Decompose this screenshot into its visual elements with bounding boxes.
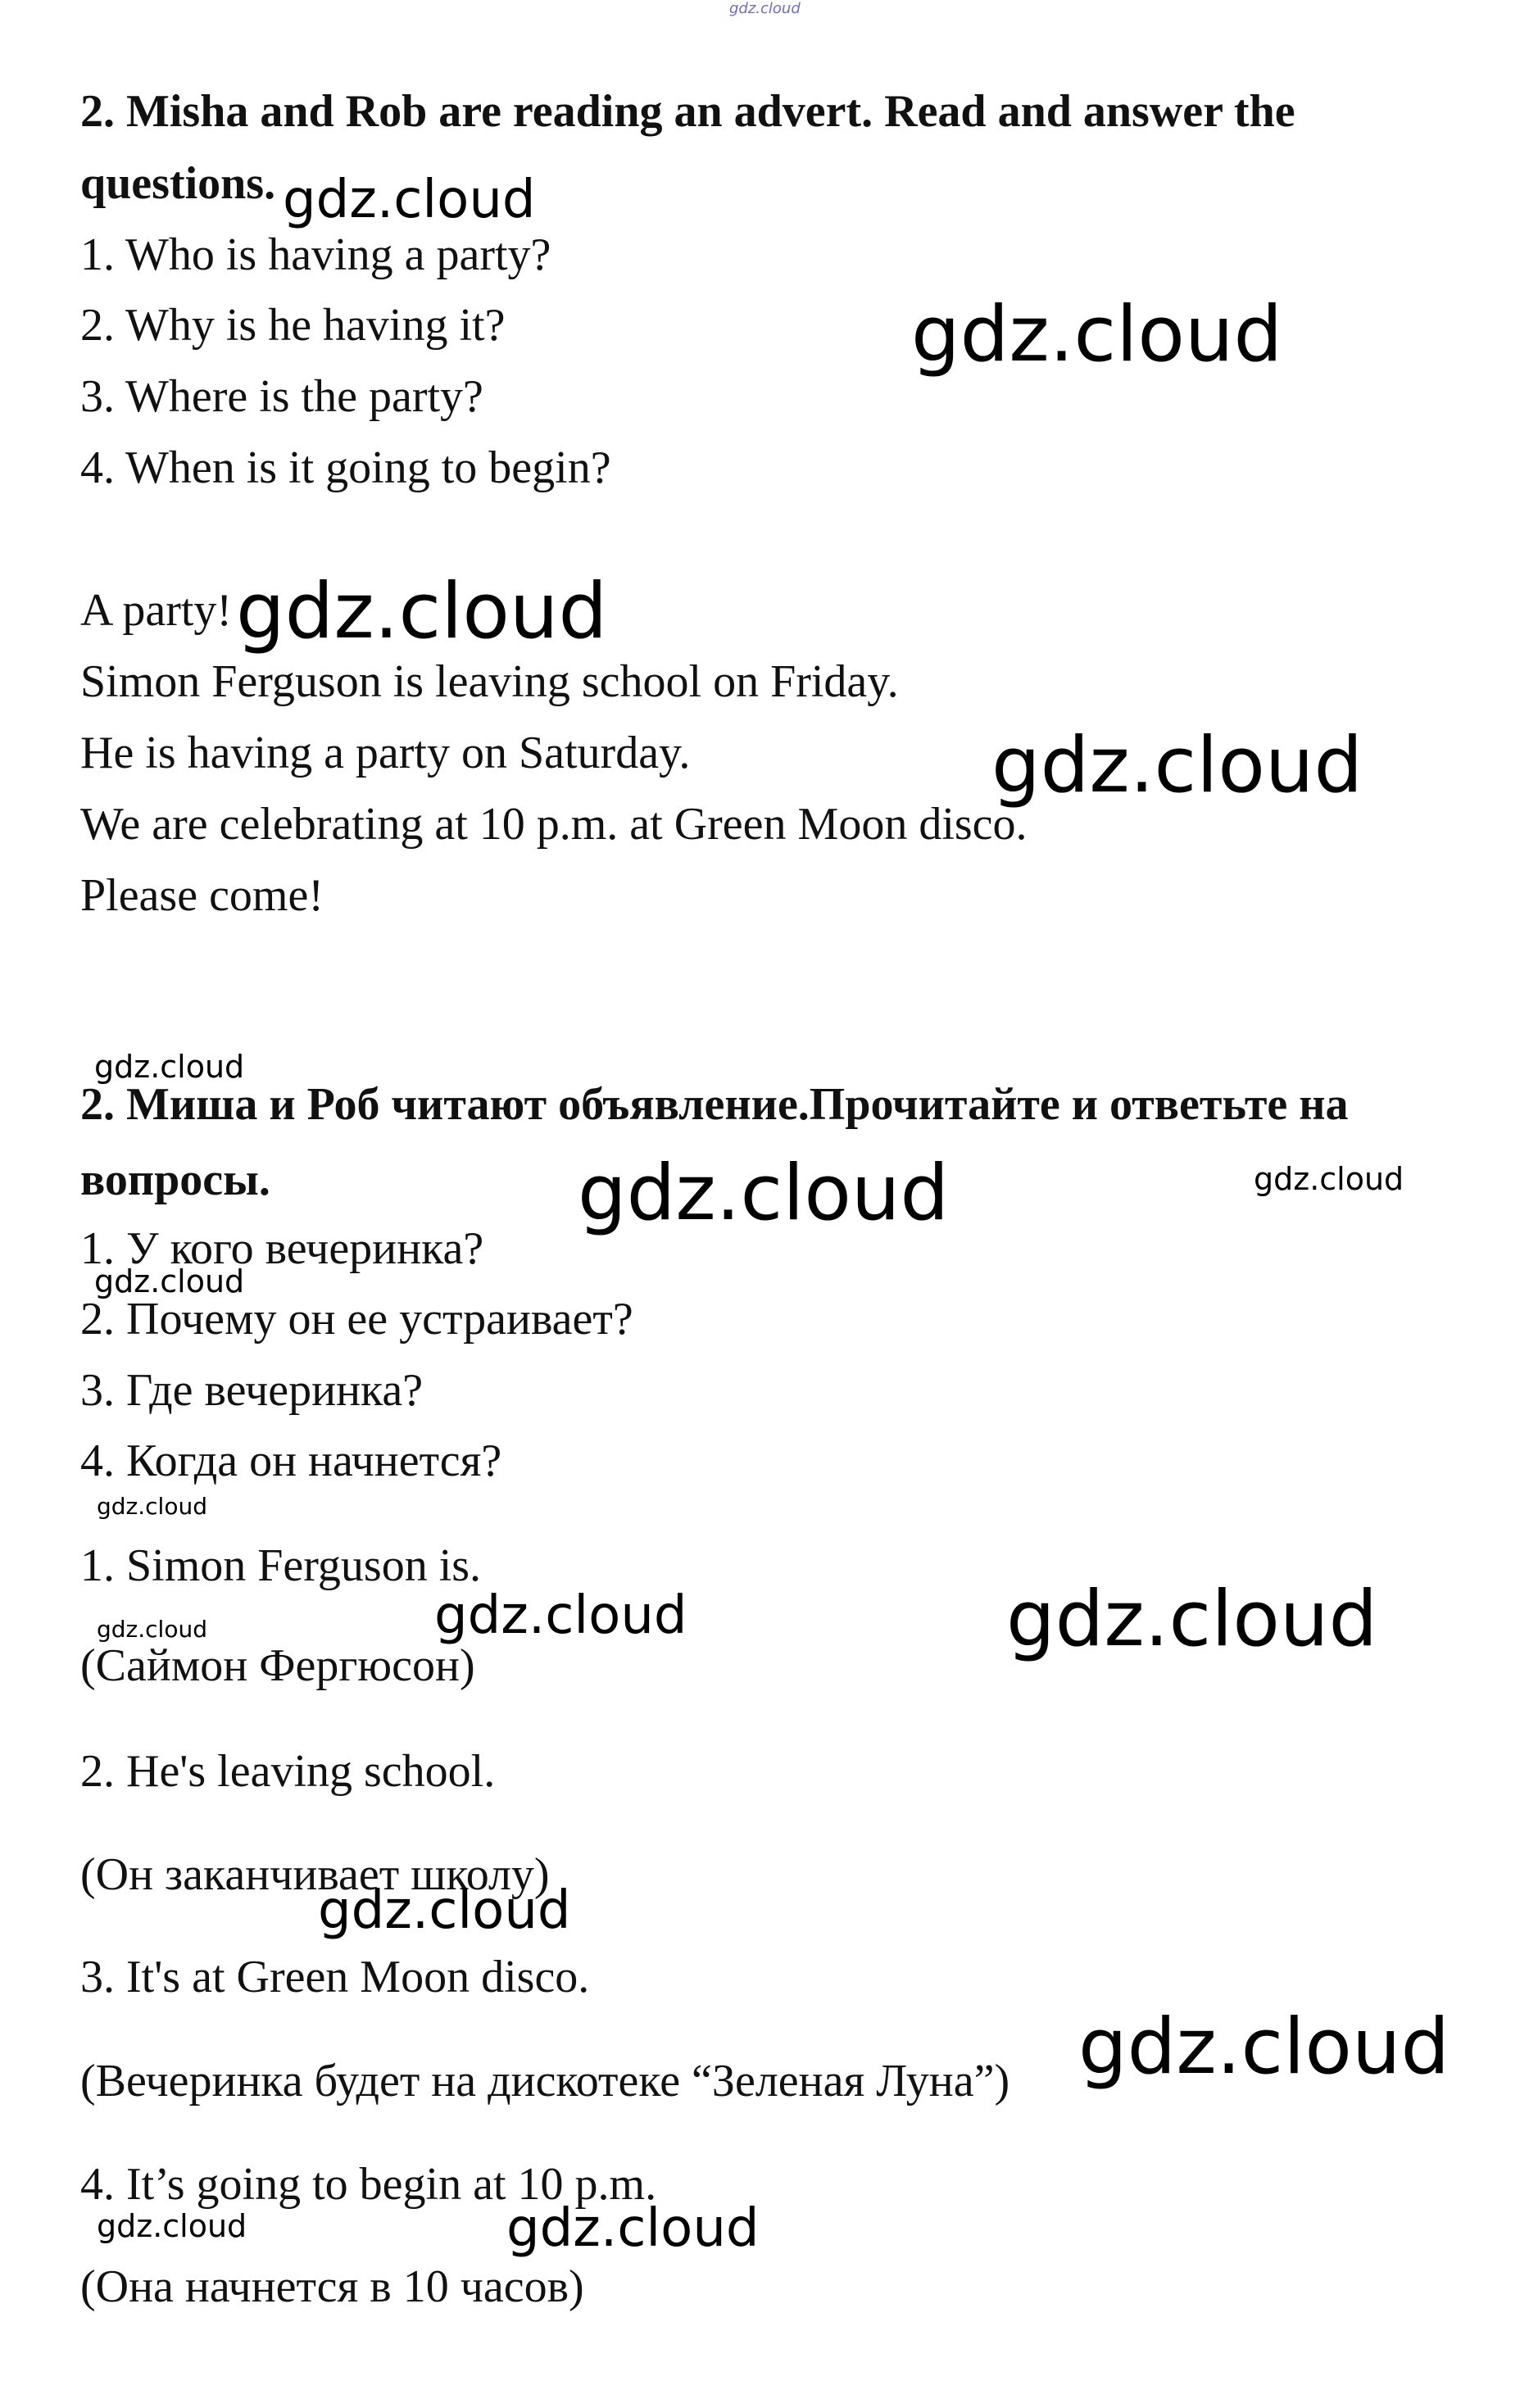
watermark: gdz.cloud — [97, 1493, 207, 1520]
watermark: gdz.cloud — [94, 1263, 245, 1299]
watermark: gdz.cloud — [1006, 1575, 1378, 1664]
question-3: 3. Where is the party? — [80, 371, 483, 422]
watermark: gdz.cloud — [97, 2208, 247, 2244]
advert-line-3: He is having a party on Saturday. — [80, 728, 691, 778]
watermark: gdz.cloud — [506, 2198, 760, 2259]
answer-4-ru: (Она начнется в 10 часов) — [80, 2261, 584, 2312]
advert-line-2: Simon Ferguson is leaving school on Friday. — [80, 656, 899, 707]
task-heading-line1: 2. Misha and Rob are reading an advert. Read and answer the — [80, 86, 1295, 137]
question-ru-3: 3. Где вечеринка? — [80, 1365, 424, 1416]
question-ru-1: 1. У кого вечеринка? — [80, 1223, 484, 1274]
answer-1-ru: (Саймон Фергюсон) — [80, 1640, 475, 1691]
question-2: 2. Why is he having it? — [80, 300, 506, 351]
advert-line-4: We are celebrating at 10 p.m. at Green Moon disco. — [80, 799, 1028, 850]
answer-3-ru: (Вечеринка будет на дискотеке “Зеленая Луна”) — [80, 2056, 1010, 2106]
watermark: gdz.cloud — [97, 1616, 207, 1643]
watermark: gdz.cloud — [911, 290, 1283, 379]
task-ru-heading-line2: вопросы. — [80, 1154, 270, 1205]
question-ru-4: 4. Когда он начнется? — [80, 1435, 502, 1486]
question-ru-2: 2. Почему он ее устраивает? — [80, 1294, 633, 1345]
watermark: gdz.cloud — [578, 1149, 950, 1238]
answer-1-en: 1. Simon Ferguson is. — [80, 1540, 482, 1591]
watermark: gdz.cloud — [318, 1880, 571, 1941]
watermark: gdz.cloud — [236, 567, 608, 656]
answer-2-ru: (Он заканчивает школу) — [80, 1849, 550, 1900]
answer-4-en: 4. It’s going to begin at 10 p.m. — [80, 2159, 657, 2210]
watermark-top: gdz.cloud — [729, 0, 801, 17]
watermark: gdz.cloud — [1254, 1161, 1404, 1197]
question-1: 1. Who is having a party? — [80, 229, 551, 280]
watermark: gdz.cloud — [1078, 2002, 1450, 2092]
task-heading-line2: questions. — [80, 158, 276, 209]
task-ru-heading-line1: 2. Миша и Роб читают объявление.Прочитайте и ответьте на — [80, 1079, 1349, 1130]
question-4: 4. When is it going to begin? — [80, 442, 611, 493]
answer-2-en: 2. He's leaving school. — [80, 1746, 496, 1797]
watermark: gdz.cloud — [434, 1585, 687, 1646]
advert-line-5: Please come! — [80, 870, 324, 921]
watermark: gdz.cloud — [991, 721, 1363, 810]
watermark: gdz.cloud — [94, 1049, 245, 1085]
watermark: gdz.cloud — [283, 170, 536, 230]
advert-line-1: A party! — [80, 585, 233, 636]
answer-3-en: 3. It's at Green Moon disco. — [80, 1952, 590, 2002]
